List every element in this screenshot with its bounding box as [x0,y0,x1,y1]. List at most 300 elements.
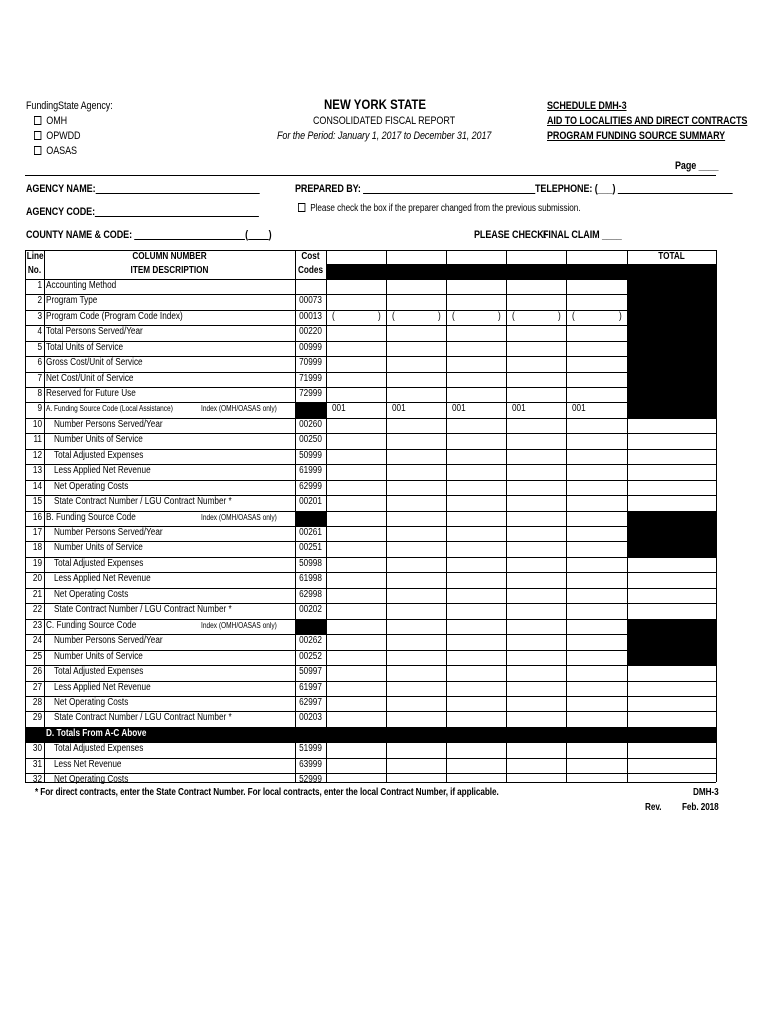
entry-cell-col-1[interactable] [327,573,386,588]
item-description: Accounting Method [46,280,117,291]
item-description: Number Units of Service [54,542,143,553]
paren-open: ( [452,311,455,322]
entry-cell-col-4[interactable] [507,450,566,464]
paren-open: ( [332,311,335,322]
entry-cell-col-2[interactable] [387,388,446,402]
entry-cell-col-4[interactable] [507,712,566,727]
entry-cell-col-1[interactable] [327,620,386,634]
entry-cell-col-5[interactable] [567,481,627,495]
cost-code: 71999 [299,373,322,384]
line-number: 31 [32,759,42,770]
entry-cell-col-4[interactable] [507,604,566,619]
entry-cell-col-5[interactable] [567,759,627,773]
entry-cell-col-4[interactable] [507,434,566,449]
shaded-cell [295,511,326,526]
entry-cell-col-5[interactable] [567,697,627,711]
entry-cell-col-3[interactable] [447,342,506,356]
shaded-cell [295,619,326,634]
entry-cell-col-3[interactable] [447,357,506,372]
paren-open: ( [392,311,395,322]
item-description: Total Adjusted Expenses [54,558,144,569]
line-number: 26 [32,666,42,677]
entry-cell-col-4[interactable] [507,666,566,681]
line-number: 29 [32,712,42,723]
funding-agency-label: FundingState Agency: [26,100,113,112]
line-number: 25 [32,651,42,662]
entry-cell-col-4[interactable] [507,651,566,665]
entry-cell-col-1[interactable] [327,512,386,526]
entry-cell-col-2[interactable] [387,759,446,773]
header-cost: Cost [301,251,320,262]
paren-close: ) [438,311,441,322]
entry-cell-col-3[interactable] [447,496,506,511]
item-description: Number Units of Service [54,434,143,445]
shaded-cell [295,402,326,418]
line-number: 11 [33,434,42,445]
entry-cell-col-1[interactable] [327,635,386,650]
paren-close: ) [558,311,561,322]
line-number: 28 [32,697,42,708]
entry-cell-col-1[interactable] [327,496,386,511]
entry-cell-col-1[interactable] [327,450,386,464]
entry-cell-col-1[interactable] [327,712,386,727]
entry-cell-col-5[interactable] [567,434,627,449]
entry-cell-col-4[interactable] [507,635,566,650]
entry-cell-col-3[interactable] [447,620,506,634]
cost-code: 62997 [299,697,322,708]
entry-cell-col-1[interactable] [327,666,386,681]
line-number: 5 [37,342,42,353]
entry-cell-col-4[interactable] [507,682,566,696]
index-label: Index (OMH/OASAS only) [201,404,277,413]
form-id: DMH-3 [693,787,719,798]
entry-cell-col-4[interactable] [507,357,566,372]
entry-cell-col-4[interactable] [507,620,566,634]
schedule-title: SCHEDULE DMH-3 [547,100,627,112]
agency-name-field[interactable]: AGENCY NAME: [26,183,260,195]
line-number: 4 [37,326,42,337]
entry-cell-col-2[interactable] [387,589,446,603]
page-label: Page ____ [675,160,719,172]
checkbox-icon[interactable] [34,116,41,125]
entry-cell-col-1[interactable] [327,388,386,402]
line-number: 27 [32,682,42,693]
fund-code-value: 001 [392,403,406,414]
cost-code: 51999 [299,743,322,754]
entry-cell-col-1[interactable] [327,280,386,294]
entry-cell-col-5[interactable] [567,357,627,372]
entry-cell-col-2[interactable] [387,465,446,480]
fund-code-value: 001 [452,403,466,414]
entry-cell-col-2[interactable] [387,666,446,681]
prepared-by-field[interactable]: PREPARED BY: [295,183,535,195]
entry-cell-col-3[interactable] [447,697,506,711]
paren-open: ( [512,311,515,322]
cost-code: 52999 [299,774,322,785]
line-number: 22 [32,604,42,615]
entry-cell-col-4[interactable] [507,774,566,782]
entry-cell-col-2[interactable] [387,743,446,758]
cost-code: 00260 [299,419,322,430]
item-description: Less Applied Net Revenue [54,573,151,584]
line-number: 13 [32,465,42,476]
entry-cell-col-3[interactable] [447,666,506,681]
entry-cell-col-3[interactable] [447,589,506,603]
entry-cell-col-1[interactable] [327,527,386,541]
entry-cell-col-4[interactable] [507,326,566,341]
item-description: Net Operating Costs [54,697,129,708]
header-line: Line [26,251,44,262]
section-d-label: D. Totals From A-C Above [46,728,147,739]
telephone-field[interactable]: TELEPHONE: (___) [535,183,733,195]
entry-cell-col-5[interactable] [567,465,627,480]
entry-cell-col-5[interactable] [567,388,627,402]
entry-cell-col-2[interactable] [387,682,446,696]
entry-cell-col-1[interactable] [327,481,386,495]
entry-cell-col-4[interactable] [507,295,566,310]
funding-source-table [25,250,716,785]
item-description: Number Units of Service [54,651,143,662]
cost-code: 63999 [299,759,322,770]
checkbox-icon[interactable] [34,146,41,155]
cost-code: 62998 [299,589,322,600]
entry-cell-col-5[interactable] [567,558,627,572]
entry-cell-col-3[interactable] [447,388,506,402]
item-description: Number Persons Served/Year [54,419,163,430]
line-number: 32 [32,774,42,785]
shaded-cell [627,511,716,557]
entry-cell-col-4[interactable] [507,280,566,294]
entry-cell-col-4[interactable] [507,573,566,588]
entry-cell-col-3[interactable] [447,450,506,464]
line-number: 3 [37,311,42,322]
entry-cell-col-2[interactable] [387,357,446,372]
item-description: Program Type [46,295,98,306]
entry-cell-col-4[interactable] [507,512,566,526]
line-number: 12 [32,450,42,461]
cost-code: 00999 [299,342,322,353]
entry-cell-col-4[interactable] [507,697,566,711]
entry-cell-col-5[interactable] [567,712,627,727]
entry-cell-col-2[interactable] [387,512,446,526]
cost-code: 00201 [299,496,322,507]
checkbox-icon[interactable] [34,131,41,140]
cost-code: 00220 [299,326,322,337]
cost-code: 61997 [299,682,322,693]
index-label: Index (OMH/OASAS only) [201,621,277,630]
item-description: Gross Cost/Unit of Service [46,357,143,368]
rev-date: Feb. 2018 [682,802,719,813]
entry-cell-col-3[interactable] [447,434,506,449]
fund-code-value: 001 [572,403,586,414]
entry-cell-col-1[interactable] [327,682,386,696]
cost-code: 00073 [299,295,322,306]
line-number: 18 [32,542,42,553]
line-number: 20 [32,573,42,584]
entry-cell-col-5[interactable] [567,373,627,387]
agency-option-oasas[interactable]: OASAS [34,145,77,157]
entry-cell-col-3[interactable] [447,373,506,387]
entry-cell-col-5[interactable] [567,450,627,464]
entry-cell-col-5[interactable] [567,589,627,603]
entry-cell-col-5[interactable] [567,573,627,588]
entry-cell-col-3[interactable] [447,512,506,526]
entry-cell-col-1[interactable] [327,604,386,619]
line-number: 15 [32,496,42,507]
entry-cell-col-5[interactable] [567,326,627,341]
entry-cell-col-3[interactable] [447,419,506,433]
cost-code: 50997 [299,666,322,677]
entry-cell-col-2[interactable] [387,419,446,433]
entry-cell-col-3[interactable] [447,682,506,696]
cost-code: 50998 [299,558,322,569]
cost-code: 61998 [299,573,322,584]
entry-cell-col-3[interactable] [447,295,506,310]
entry-cell-col-5[interactable] [567,635,627,650]
paren-close: ) [378,311,381,322]
item-description: Total Units of Service [46,342,124,353]
final-claim-field[interactable]: FINAL CLAIM ____ [543,229,622,241]
entry-cell-col-3[interactable] [447,759,506,773]
line-number: 1 [37,280,42,291]
county-field[interactable]: COUNTY NAME & CODE: ( ) [26,229,272,241]
cost-code: 00251 [299,542,322,553]
entry-cell-col-5[interactable] [567,527,627,541]
cost-code: 61999 [299,465,322,476]
item-description: Net Operating Costs [54,481,129,492]
entry-cell-col-2[interactable] [387,651,446,665]
cost-code: 00250 [299,434,322,445]
item-description: Net Cost/Unit of Service [46,373,134,384]
line-number: 2 [37,295,42,306]
entry-cell-col-1[interactable] [327,651,386,665]
entry-cell-col-2[interactable] [387,604,446,619]
cost-code: 00202 [299,604,322,615]
shaded-cell [326,264,716,279]
header-total: TOTAL [658,251,685,262]
entry-cell-col-3[interactable] [447,542,506,557]
entry-cell-col-1[interactable] [327,759,386,773]
entry-cell-col-1[interactable] [327,558,386,572]
entry-cell-col-1[interactable] [327,465,386,480]
entry-cell-col-5[interactable] [567,496,627,511]
entry-cell-col-4[interactable] [507,373,566,387]
line-number: 10 [32,419,42,430]
entry-cell-col-2[interactable] [387,542,446,557]
entry-cell-col-3[interactable] [447,573,506,588]
item-description: Net Operating Costs [54,774,129,785]
entry-cell-col-2[interactable] [387,280,446,294]
entry-cell-col-5[interactable] [567,311,627,325]
header-no: No. [27,265,42,276]
fund-code-value: 001 [512,403,526,414]
entry-cell-col-1[interactable] [327,774,386,782]
entry-cell-col-2[interactable] [387,295,446,310]
cost-code: 70999 [299,357,322,368]
header-item-description: ITEM DESCRIPTION [130,265,209,276]
paren-close: ) [619,311,622,322]
header-column-number: COLUMN NUMBER [132,251,207,262]
entry-cell-col-4[interactable] [507,759,566,773]
item-description: A. Funding Source Code (Local Assistance) [46,404,173,413]
entry-cell-col-2[interactable] [387,342,446,356]
entry-cell-col-1[interactable] [327,434,386,449]
entry-cell-col-4[interactable] [507,589,566,603]
cost-code: 72999 [299,388,322,399]
line-number: 19 [32,558,42,569]
entry-cell-col-1[interactable] [327,589,386,603]
entry-cell-col-4[interactable] [507,465,566,480]
item-description: Number Persons Served/Year [54,527,163,538]
entry-cell-col-4[interactable] [507,743,566,758]
entry-cell-col-3[interactable] [447,743,506,758]
item-description: Less Net Revenue [54,759,122,770]
header-codes: Codes [297,265,324,276]
entry-cell-col-4[interactable] [507,496,566,511]
period: For the Period: January 1, 2017 to December 31, 2017 [277,130,492,142]
entry-cell-col-5[interactable] [567,666,627,681]
entry-cell-col-3[interactable] [447,326,506,341]
item-description: B. Funding Source Code [46,512,136,523]
footnote: * For direct contracts, enter the State Contract Number. For local contracts, enter the local Contract Number, if applicable. [35,787,499,798]
item-description: State Contract Number / LGU Contract Number * [54,496,232,507]
cost-code: 00261 [299,527,322,538]
entry-cell-col-5[interactable] [567,280,627,294]
entry-cell-col-2[interactable] [387,573,446,588]
entry-cell-col-4[interactable] [507,481,566,495]
entry-cell-col-2[interactable] [387,326,446,341]
item-description: Reserved for Future Use [46,388,136,399]
entry-cell-col-2[interactable] [387,373,446,387]
report-title: CONSOLIDATED FISCAL REPORT [313,115,456,127]
entry-cell-col-3[interactable] [447,527,506,541]
entry-cell-col-5[interactable] [567,743,627,758]
entry-cell-col-2[interactable] [387,712,446,727]
cost-code: 00262 [299,635,322,646]
entry-cell-col-2[interactable] [387,697,446,711]
entry-cell-col-2[interactable] [387,774,446,782]
shaded-cell [627,402,716,418]
entry-cell-col-3[interactable] [447,651,506,665]
entry-cell-col-1[interactable] [327,542,386,557]
entry-cell-col-3[interactable] [447,774,506,782]
entry-cell-col-2[interactable] [387,527,446,541]
line-number: 9 [37,403,42,414]
cost-code: 00013 [299,311,322,322]
subtitle-2: PROGRAM FUNDING SOURCE SUMMARY [547,130,726,142]
shaded-cell [627,619,716,665]
item-description: Total Adjusted Expenses [54,450,144,461]
entry-cell-col-2[interactable] [387,496,446,511]
cost-code: 62999 [299,481,322,492]
item-description: Total Adjusted Expenses [54,666,144,677]
paren-close: ) [498,311,501,322]
item-description: Less Applied Net Revenue [54,465,151,476]
agency-option-opwdd[interactable]: OPWDD [34,130,80,142]
item-description: Total Persons Served/Year [46,326,143,337]
checkbox-icon[interactable] [298,203,305,212]
line-number: 24 [32,635,42,646]
entry-cell-col-1[interactable] [327,373,386,387]
entry-cell-col-4[interactable] [507,388,566,402]
entry-cell-col-3[interactable] [447,635,506,650]
entry-cell-col-5[interactable] [567,682,627,696]
line-number: 8 [37,388,42,399]
entry-cell-col-2[interactable] [387,635,446,650]
please-check-label: PLEASE CHECK: [474,229,547,241]
entry-cell-col-5[interactable] [567,419,627,433]
entry-cell-col-2[interactable] [387,434,446,449]
line-number: 23 [32,620,42,631]
line-number: 6 [37,357,42,368]
entry-cell-col-5[interactable] [567,342,627,356]
entry-cell-col-4[interactable] [507,342,566,356]
entry-cell-col-4[interactable] [507,542,566,557]
entry-cell-col-5[interactable] [567,651,627,665]
entry-cell-col-4[interactable] [507,419,566,433]
line-number: 21 [32,589,42,600]
cost-code: 00203 [299,712,322,723]
agency-option-omh[interactable]: OMH [34,115,67,127]
entry-cell-col-3[interactable] [447,558,506,572]
entry-cell-col-5[interactable] [567,620,627,634]
preparer-changed-checkbox[interactable]: Please check the box if the preparer changed from the previous submission. [298,203,580,214]
state-title: NEW YORK STATE [324,96,427,112]
entry-cell-col-4[interactable] [507,527,566,541]
entry-cell-col-5[interactable] [567,295,627,310]
paren-open: ( [572,311,575,322]
entry-cell-col-1[interactable] [327,326,386,341]
entry-cell-col-1[interactable] [327,419,386,433]
line-number: 14 [32,481,42,492]
entry-cell-col-3[interactable] [447,465,506,480]
subtitle-1: AID TO LOCALITIES AND DIRECT CONTRACTS [547,115,748,127]
entry-cell-col-5[interactable] [567,774,627,782]
item-description: State Contract Number / LGU Contract Number * [54,712,232,723]
entry-cell-col-3[interactable] [447,280,506,294]
item-description: State Contract Number / LGU Contract Number * [54,604,232,615]
entry-cell-col-2[interactable] [387,620,446,634]
entry-cell-col-5[interactable] [567,512,627,526]
entry-cell-col-3[interactable] [447,481,506,495]
entry-cell-col-2[interactable] [387,450,446,464]
line-number: 16 [32,512,42,523]
index-label: Index (OMH/OASAS only) [201,513,277,522]
entry-cell-col-1[interactable] [327,697,386,711]
item-description: Number Persons Served/Year [54,635,163,646]
entry-cell-col-1[interactable] [327,342,386,356]
entry-cell-col-3[interactable] [447,712,506,727]
entry-cell-col-3[interactable] [447,604,506,619]
item-description: Less Applied Net Revenue [54,682,151,693]
entry-cell-col-1[interactable] [327,743,386,758]
line-number: 17 [32,527,42,538]
entry-cell-col-5[interactable] [567,604,627,619]
cost-code: 50999 [299,450,322,461]
item-description: Net Operating Costs [54,589,129,600]
cost-code: 00252 [299,651,322,662]
entry-cell-col-4[interactable] [507,558,566,572]
entry-cell-col-2[interactable] [387,481,446,495]
item-description: C. Funding Source Code [46,620,137,631]
entry-cell-col-1[interactable] [327,357,386,372]
rev-label: Rev. [645,802,662,813]
entry-cell-col-2[interactable] [387,558,446,572]
item-description: Total Adjusted Expenses [54,743,144,754]
entry-cell-col-1[interactable] [327,295,386,310]
entry-cell-col-5[interactable] [567,542,627,557]
agency-code-field[interactable]: AGENCY CODE: [26,206,259,218]
